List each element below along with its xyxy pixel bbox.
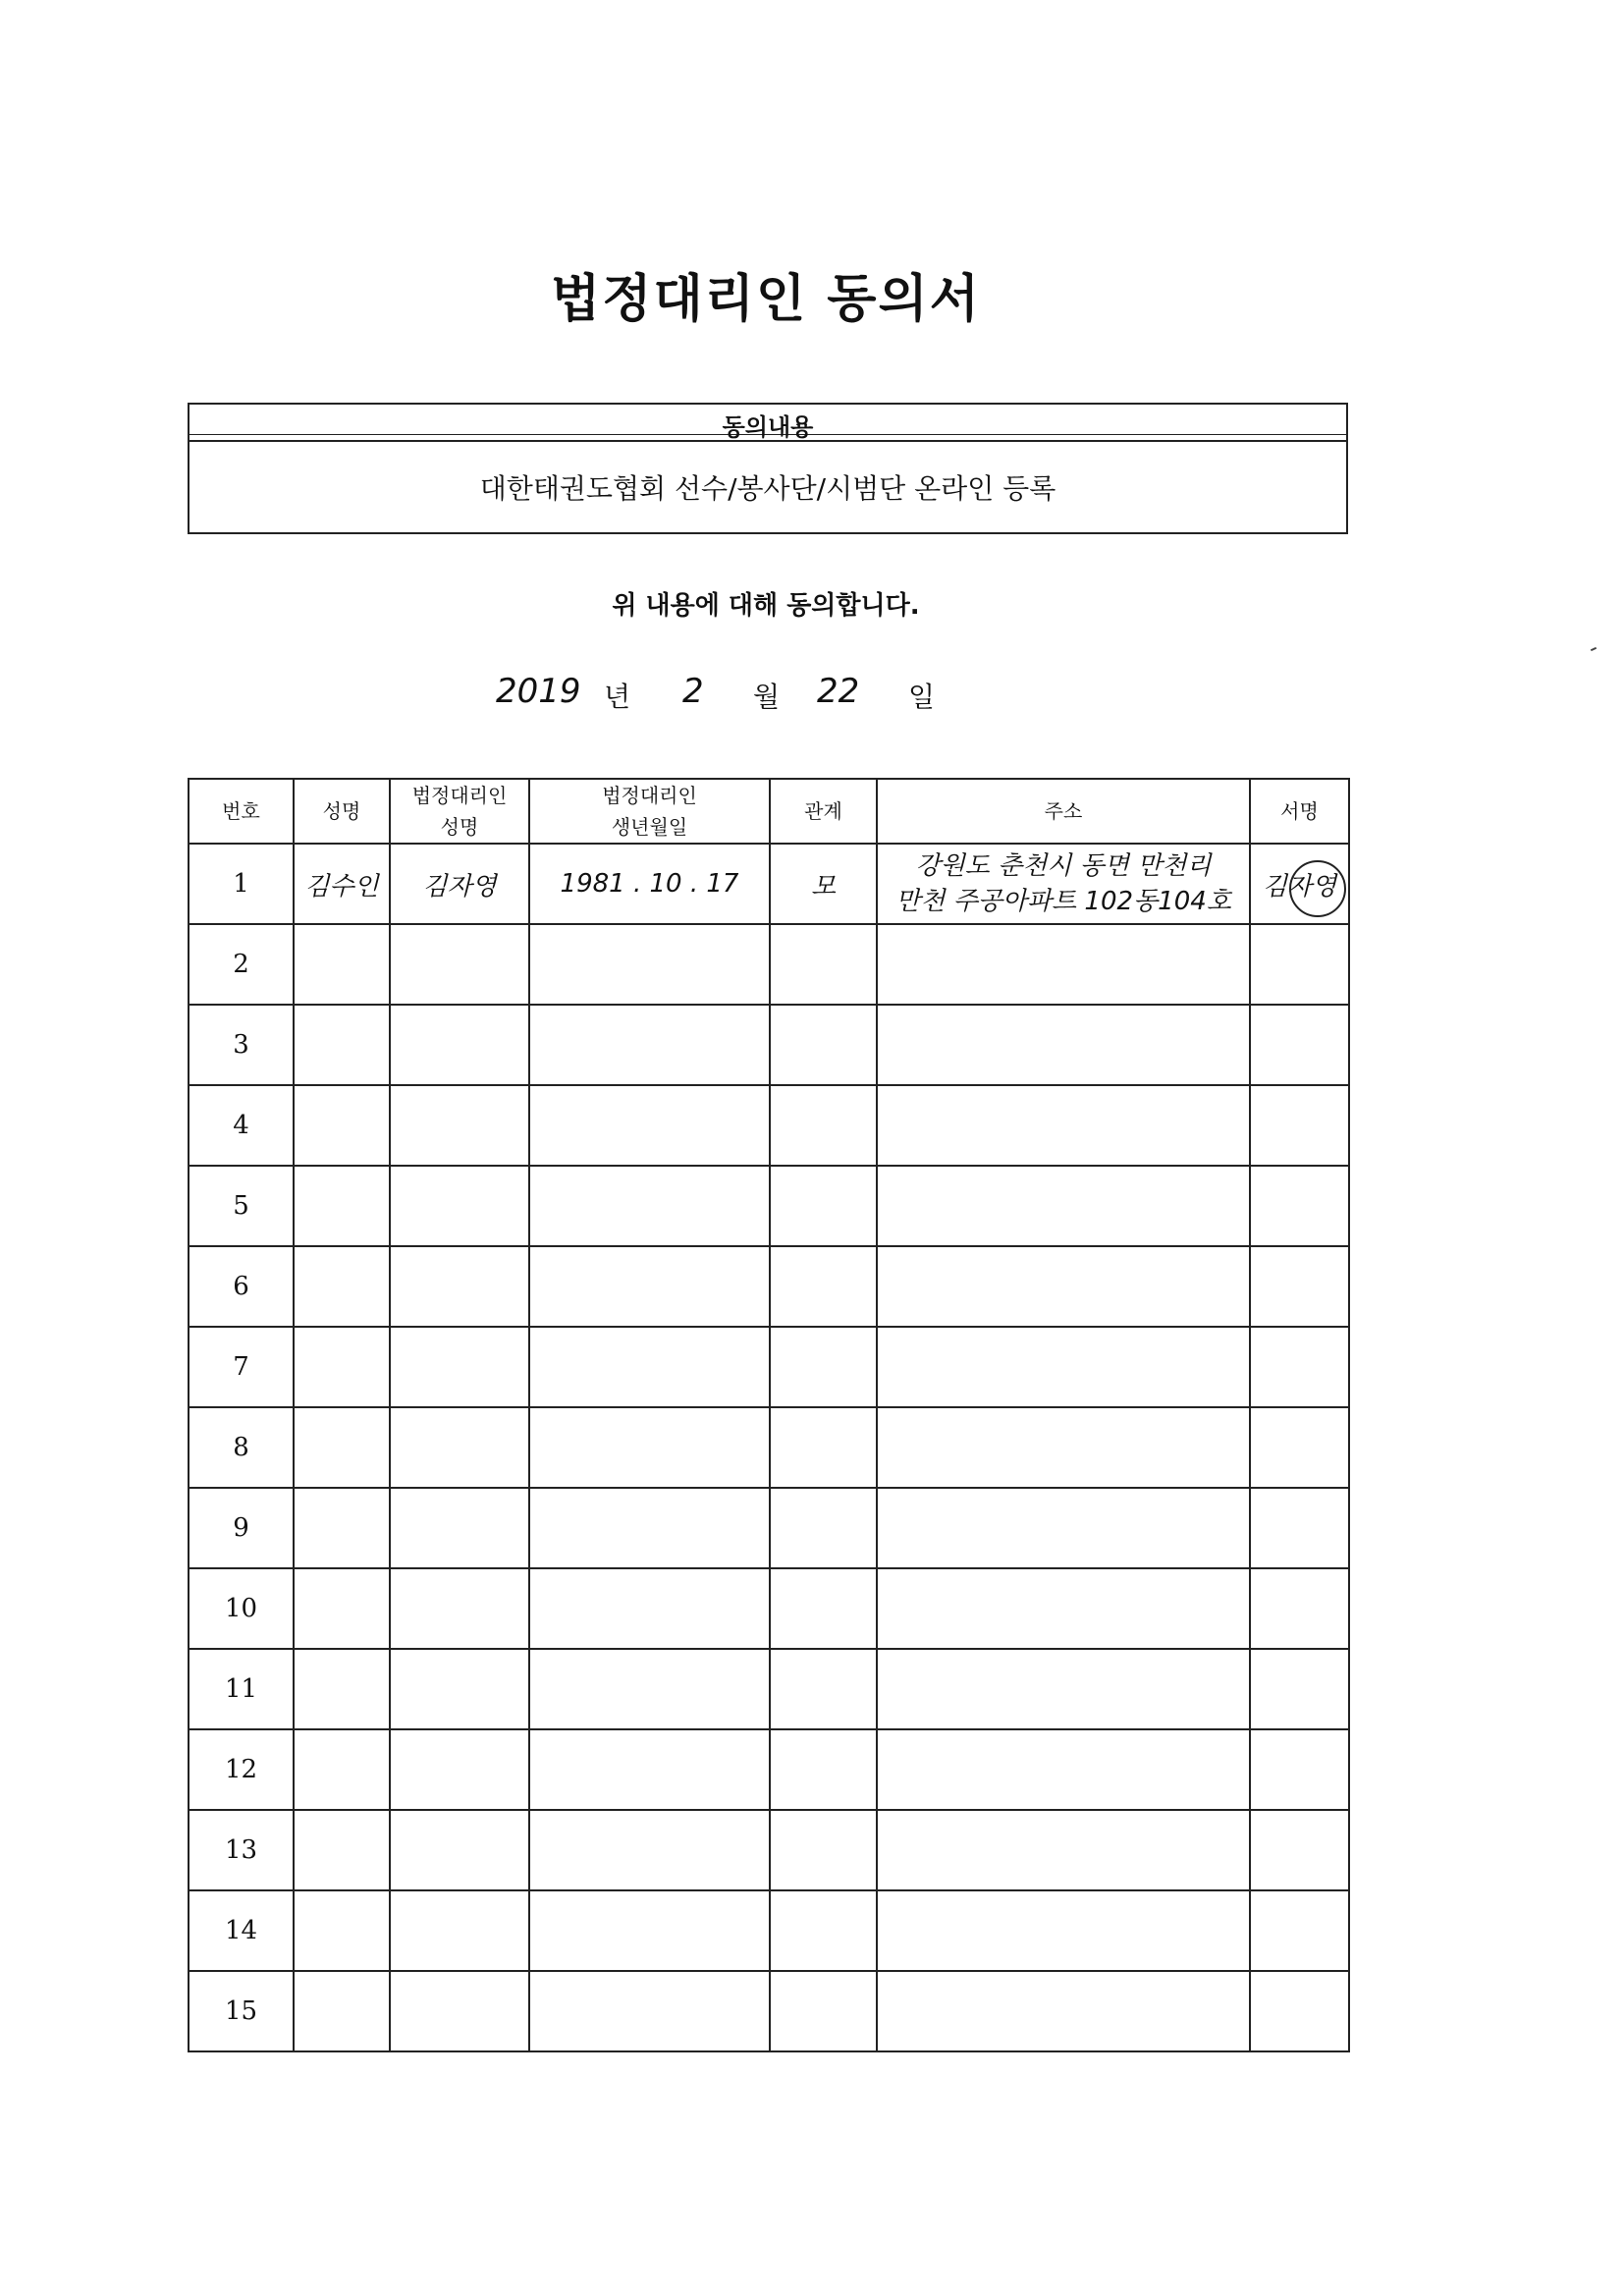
address[interactable] <box>877 1971 1250 2051</box>
address[interactable] <box>877 1488 1250 1568</box>
relation[interactable] <box>770 1407 877 1488</box>
signature-cell[interactable] <box>1250 1246 1349 1327</box>
relation[interactable] <box>770 924 877 1005</box>
table-row <box>189 1971 1349 2051</box>
header-guardian-birth-line2: 생년월일 <box>611 815 688 839</box>
header-guardian-name <box>390 779 529 844</box>
header-name: 성명 <box>294 779 390 844</box>
address[interactable] <box>877 1005 1250 1085</box>
guardian-name[interactable] <box>390 1488 529 1568</box>
signature-cell[interactable] <box>1250 1005 1349 1085</box>
date-year-unit: 년 <box>604 681 631 713</box>
date-year: 2019 <box>496 672 581 711</box>
guardian-birthdate[interactable] <box>529 1327 770 1407</box>
address[interactable] <box>877 1085 1250 1166</box>
table-row <box>189 1488 1349 1568</box>
signature-cell[interactable] <box>1250 1890 1349 1971</box>
row-number: 4 <box>189 1085 294 1166</box>
scan-speck <box>1591 647 1597 651</box>
relation[interactable] <box>770 1649 877 1729</box>
row-number: 2 <box>189 924 294 1005</box>
table-row <box>189 1890 1349 1971</box>
guardian-name[interactable] <box>390 1407 529 1488</box>
signature-cell[interactable] <box>1250 1568 1349 1649</box>
date-month-unit: 월 <box>753 681 781 713</box>
page-title: 법정대리인 동의서 <box>551 270 981 329</box>
guardian-name[interactable] <box>390 1810 529 1890</box>
signature-cell[interactable] <box>1250 1971 1349 2051</box>
guardian-birthdate[interactable] <box>529 1890 770 1971</box>
student-name[interactable] <box>294 1649 390 1729</box>
student-name[interactable] <box>294 1488 390 1568</box>
guardian-birthdate[interactable] <box>529 924 770 1005</box>
table-row <box>189 1810 1349 1890</box>
signature-cell[interactable] <box>1250 1166 1349 1246</box>
student-name[interactable] <box>294 1085 390 1166</box>
guardian-name[interactable] <box>390 924 529 1005</box>
consent-box-header <box>189 405 1346 442</box>
guardian-birthdate[interactable] <box>529 1729 770 1810</box>
signature-circle <box>1289 860 1346 917</box>
relation[interactable] <box>770 1568 877 1649</box>
guardian-birthdate[interactable] <box>529 1407 770 1488</box>
guardian-table <box>188 778 1350 2052</box>
student-name[interactable] <box>294 1166 390 1246</box>
date-month: 2 <box>682 672 704 711</box>
date-day: 22 <box>817 672 860 711</box>
student-name[interactable]: 김수인 <box>294 844 390 924</box>
table-row <box>189 844 1349 924</box>
date-day-unit: 일 <box>908 681 936 713</box>
row-number: 9 <box>189 1488 294 1568</box>
guardian-name[interactable] <box>390 1085 529 1166</box>
table-row <box>189 1246 1349 1327</box>
signature-cell[interactable] <box>1250 1488 1349 1568</box>
row-number: 7 <box>189 1327 294 1407</box>
student-name[interactable] <box>294 1971 390 2051</box>
header-relation: 관계 <box>770 779 877 844</box>
signature-cell[interactable] <box>1250 844 1349 924</box>
address[interactable] <box>877 1890 1250 1971</box>
guardian-birthdate[interactable] <box>529 1649 770 1729</box>
guardian-name[interactable] <box>390 1166 529 1246</box>
guardian-birthdate[interactable] <box>529 1246 770 1327</box>
relation[interactable] <box>770 1085 877 1166</box>
header-guardian-name-line2: 성명 <box>440 815 479 839</box>
address[interactable] <box>877 1568 1250 1649</box>
guardian-name[interactable] <box>390 1568 529 1649</box>
table-row <box>189 1729 1349 1810</box>
row-number: 1 <box>189 844 294 924</box>
signature <box>1259 860 1340 908</box>
guardian-name[interactable] <box>390 1649 529 1729</box>
row-number: 12 <box>189 1729 294 1810</box>
table-row <box>189 1568 1349 1649</box>
relation[interactable] <box>770 1890 877 1971</box>
header-no: 번호 <box>189 779 294 844</box>
row-number: 8 <box>189 1407 294 1488</box>
relation[interactable] <box>770 1166 877 1246</box>
header-guardian-name-line1: 법정대리인 <box>411 784 508 807</box>
signature-cell[interactable] <box>1250 1810 1349 1890</box>
agree-statement: 위 내용에 대해 동의합니다. <box>612 591 920 621</box>
address-line2: 만천 주공아파트 102동104호 <box>895 887 1231 916</box>
signature-cell[interactable] <box>1250 1729 1349 1810</box>
guardian-birthdate[interactable] <box>529 1971 770 2051</box>
address[interactable] <box>877 1166 1250 1246</box>
signature-cell[interactable] <box>1250 1649 1349 1729</box>
table-row <box>189 1649 1349 1729</box>
guardian-name[interactable] <box>390 1005 529 1085</box>
guardian-name[interactable] <box>390 1246 529 1327</box>
row-number: 11 <box>189 1649 294 1729</box>
guardian-birthdate[interactable] <box>529 1488 770 1568</box>
guardian-birthdate[interactable] <box>529 1568 770 1649</box>
signature-text: 김자영 <box>1262 871 1337 902</box>
address[interactable] <box>877 1649 1250 1729</box>
guardian-birthdate[interactable] <box>529 1166 770 1246</box>
address[interactable] <box>877 924 1250 1005</box>
guardian-birthdate[interactable] <box>529 1005 770 1085</box>
row-number: 10 <box>189 1568 294 1649</box>
relation[interactable] <box>770 1005 877 1085</box>
table-row <box>189 1327 1349 1407</box>
table-header-row <box>189 779 1349 844</box>
student-name[interactable] <box>294 1407 390 1488</box>
student-name[interactable] <box>294 1005 390 1085</box>
student-name[interactable] <box>294 1246 390 1327</box>
relation[interactable] <box>770 1971 877 2051</box>
table-row <box>189 1166 1349 1246</box>
row-number: 6 <box>189 1246 294 1327</box>
header-guardian-birth <box>529 779 770 844</box>
guardian-name[interactable] <box>390 1729 529 1810</box>
row-number: 13 <box>189 1810 294 1890</box>
row-number: 14 <box>189 1890 294 1971</box>
guardian-name[interactable]: 김자영 <box>390 844 529 924</box>
relation[interactable] <box>770 1729 877 1810</box>
student-name[interactable] <box>294 1568 390 1649</box>
student-name[interactable] <box>294 1729 390 1810</box>
row-number: 3 <box>189 1005 294 1085</box>
guardian-name[interactable] <box>390 1327 529 1407</box>
relation[interactable] <box>770 1810 877 1890</box>
relation[interactable] <box>770 1327 877 1407</box>
guardian-name[interactable] <box>390 1890 529 1971</box>
header-guardian-birth-line1: 법정대리인 <box>602 784 697 807</box>
signature-cell[interactable] <box>1250 1327 1349 1407</box>
relation[interactable]: 모 <box>770 844 877 924</box>
signature-cell[interactable] <box>1250 924 1349 1005</box>
address[interactable] <box>877 1246 1250 1327</box>
row-number: 5 <box>189 1166 294 1246</box>
relation[interactable] <box>770 1488 877 1568</box>
signature-cell[interactable] <box>1250 1085 1349 1166</box>
table-row <box>189 924 1349 1005</box>
student-name[interactable] <box>294 924 390 1005</box>
table-row <box>189 1085 1349 1166</box>
guardian-birthdate[interactable]: 1981 . 10 . 17 <box>529 844 770 924</box>
table-row <box>189 1005 1349 1085</box>
consent-box-header-label: 동의내용 <box>722 413 814 441</box>
student-name[interactable] <box>294 1810 390 1890</box>
consent-box-body: 대한태권도협회 선수/봉사단/시범단 온라인 등록 <box>479 472 1056 505</box>
relation[interactable] <box>770 1246 877 1327</box>
address[interactable] <box>877 1407 1250 1488</box>
guardian-birthdate[interactable] <box>529 1085 770 1166</box>
table-row <box>189 1407 1349 1488</box>
address[interactable] <box>877 1810 1250 1890</box>
guardian-birthdate[interactable] <box>529 1810 770 1890</box>
address-line1: 강원도 춘천시 동면 만천리 <box>915 850 1212 881</box>
student-name[interactable] <box>294 1327 390 1407</box>
consent-content-box <box>188 403 1348 534</box>
guardian-name[interactable] <box>390 1971 529 2051</box>
student-name[interactable] <box>294 1890 390 1971</box>
address[interactable] <box>877 844 1250 924</box>
header-address: 주소 <box>877 779 1250 844</box>
address[interactable] <box>877 1729 1250 1810</box>
signature-cell[interactable] <box>1250 1407 1349 1488</box>
address[interactable] <box>877 1327 1250 1407</box>
row-number: 15 <box>189 1971 294 2051</box>
header-signature: 서명 <box>1250 779 1349 844</box>
